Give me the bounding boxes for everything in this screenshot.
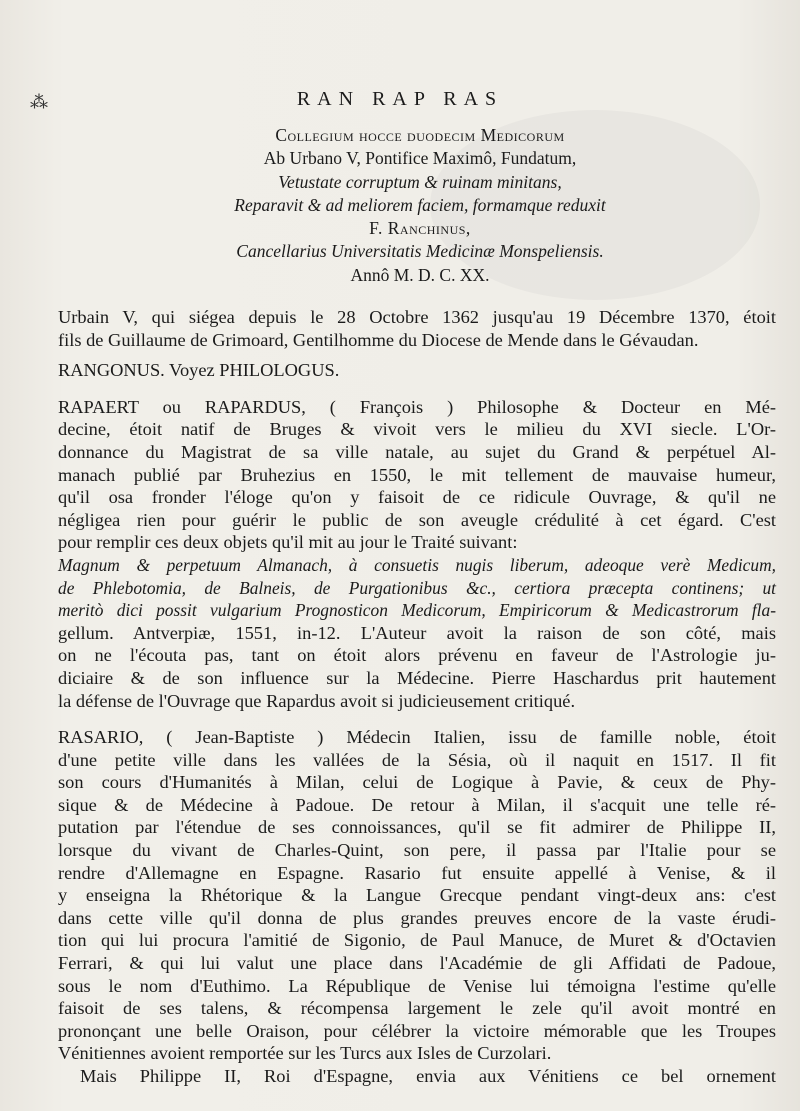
inscription-line: Reparavit & ad meliorem faciem, formamque reduxit: [234, 194, 606, 215]
text-line: d'une petite ville dans les vallées de la Sésia, où il naquit en 1517. Il fit: [58, 749, 776, 770]
text-line: dans cette ville qu'il donna de plus grandes preuves encore de la vaste érudi-: [58, 907, 776, 928]
text-line: la défense de l'Ouvrage que Rapardus avoit si judicieusement critiqué.: [58, 690, 576, 711]
text-line: son cours d'Humanités à Milan, celui de Logique à Pavie, & ceux de Phy-: [58, 772, 776, 793]
inscription-line: F. Ranchinus,: [369, 218, 471, 239]
inscription-line: Collegium hocce duodecim Medicorum: [275, 125, 565, 145]
corner-ornament: ⁂: [30, 92, 48, 113]
text-line: pour remplir ces deux objets qu'il mit au jour le Traité suivant:: [58, 532, 518, 553]
inscription-block: [140, 124, 700, 287]
book-title-line: meritò dici possit vulgarium Prognosticon Medicorum, Empiricorum & Medicastrorum fla-: [58, 600, 776, 621]
text-line: Vénitiennes avoient remportée sur les Turcs aux Isles de Curzolari.: [58, 1043, 552, 1064]
text-line: Urbain V, qui siégea depuis le 28 Octobre 1362 jusqu'au 19 Décembre 1370, étoit: [58, 307, 776, 327]
book-title-line: de Phlebotomia, de Balneis, de Purgationibus &c., certiora præcepta continens; ut: [58, 577, 776, 598]
text-line: putation par l'étendue de ses connoissances, qu'il se fit admirer de Philippe II,: [58, 817, 776, 838]
book-title-line: Magnum & perpetuum Almanach, à consuetis nugis liberum, adeoque verè Medicum,: [58, 554, 776, 575]
text-line: sous le nom d'Euthimo. La République de Venise lui témoigna l'estime qu'elle: [58, 975, 776, 996]
running-head: RAN RAP RAS: [296, 88, 504, 110]
text-line: y enseigna la Rhétorique & la Langue Grecque pendant vingt-deux ans: c'est: [58, 885, 776, 906]
text-line: tion qui lui procura l'amitié de Sigonio, de Paul Manuce, de Muret & d'Octavien: [58, 930, 776, 951]
entry-rasario: [58, 726, 776, 1088]
text-line: négligea rien pour guérir le public de son aveugle crédulité à cet égard. C'est: [58, 509, 776, 530]
text-line: qu'il osa fronder l'éloge qu'on y faisoit de ce ridicule Ouvrage, & qu'il ne: [58, 487, 776, 508]
inscription-line: Annô M. D. C. XX.: [350, 264, 490, 285]
inscription-line: Ab Urbano V, Pontifice Maximô, Fundatum,: [263, 148, 577, 169]
text-line: RASARIO, ( Jean-Baptiste ) Médecin Italien, issu de famille noble, étoit: [58, 727, 776, 748]
inscription-line: Vetustate corruptum & ruinam minitans,: [278, 171, 562, 192]
text-line: faisoit de ses talens, & récompensa largement le zele qu'il avoit montré en: [58, 998, 776, 1019]
text-line: sique & de Médecine à Padoue. De retour à Milan, il s'acquit une telle ré-: [58, 794, 776, 815]
urbain-note: [58, 306, 776, 351]
entry-rangonus: RANGONUS. Voyez PHILOLOGUS.: [58, 360, 340, 381]
text-line: decine, étoit natif de Bruges & vivoit vers le milieu du XVI siecle. L'Or-: [58, 419, 776, 440]
text-line: on ne l'écouta pas, tant on étoit alors prévenu en faveur de l'Astrologie ju-: [58, 645, 776, 666]
body-text: [58, 306, 776, 1088]
text-line: Ferrari, & qui lui valut une place dans l'Académie de gli Affidati de Padoue,: [58, 953, 776, 974]
text-line: diciaire & de son influence sur la Médecine. Pierre Haschardus prit hautement: [58, 667, 776, 688]
text-line: Mais Philippe II, Roi d'Espagne, envia aux Vénitiens ce bel ornement: [80, 1066, 776, 1086]
text-line: RAPAERT ou RAPARDUS, ( François ) Philosophe & Docteur en Mé-: [58, 396, 776, 417]
text-line: gellum. Antverpiæ, 1551, in-12. L'Auteur avoit la raison de son côté, mais: [58, 622, 776, 643]
text-line: lorsque du vivant de Charles-Quint, son pere, il passa par l'Italie pour se: [58, 840, 776, 861]
text-line: manach publié par Bruhezius en 1550, le mit tellement de mauvaise humeur,: [58, 464, 776, 485]
text-line: prononçant une belle Oraison, pour célébrer la victoire mémorable que les Troupes: [58, 1020, 776, 1041]
inscription-line: Cancellarius Universitatis Medicinæ Monspeliensis.: [236, 241, 604, 262]
entry-rapaert: [58, 396, 776, 712]
text-line: donnance du Magistrat de sa ville natale, au sujet du Grand & perpétuel Al-: [58, 441, 776, 462]
text-line: fils de Guillaume de Grimoard, Gentilhomme du Diocese de Mende dans le Gévaudan.: [58, 329, 699, 350]
text-line: rendre d'Allemagne en Espagne. Rasario fut ensuite appellé à Venise, & il: [58, 862, 776, 883]
